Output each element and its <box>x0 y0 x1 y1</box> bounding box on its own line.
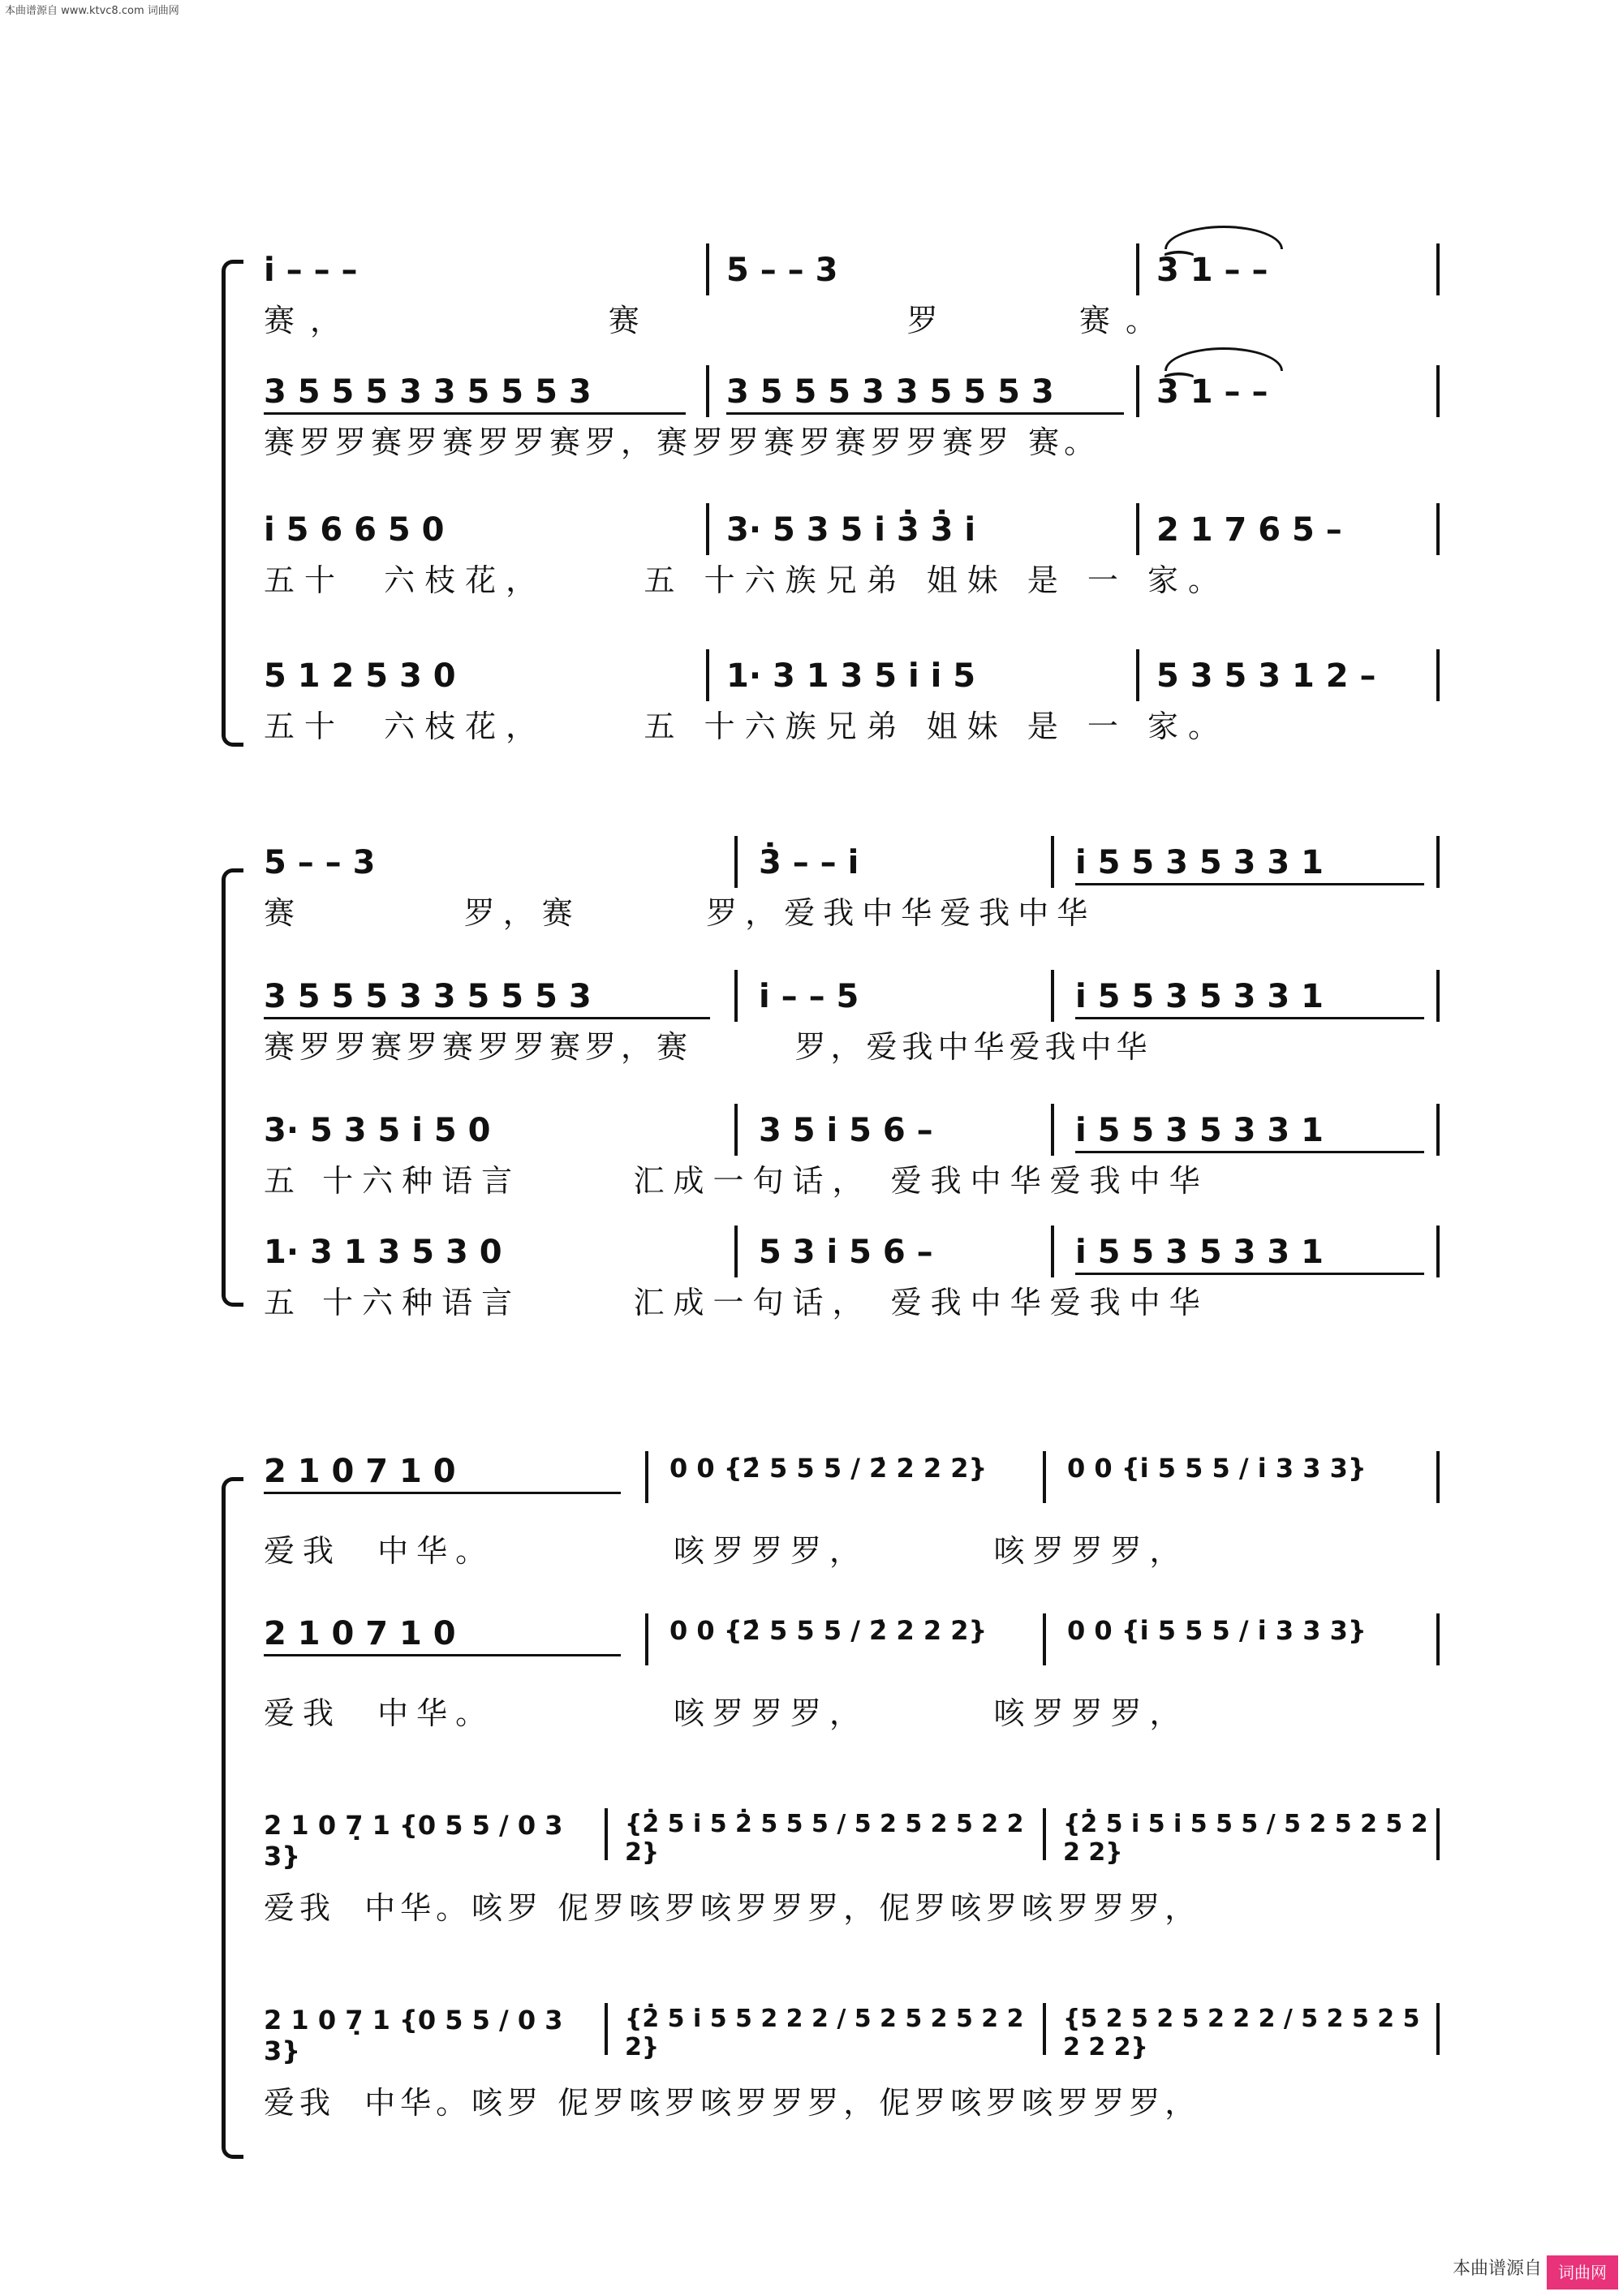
system-bracket <box>222 260 243 747</box>
lyrics-line: 赛， 赛 罗 赛。 <box>264 303 1172 338</box>
barline <box>605 1808 608 1860</box>
barline <box>645 1451 648 1503</box>
barline <box>734 970 738 1022</box>
lyrics-line: 爱我 中华。咳罗 伲罗咳罗咳罗罗罗，伲罗咳罗咳罗罗罗， <box>264 2085 1201 2121</box>
barline <box>706 649 709 701</box>
barline <box>1436 1451 1440 1503</box>
barline <box>1136 243 1139 295</box>
barline <box>1051 836 1054 888</box>
barline <box>1436 1613 1440 1665</box>
staff <box>264 1104 1428 1204</box>
measure: 0 0 {2̇ 5 5 5 / 2̇ 2 2 2} <box>669 1615 988 1646</box>
barline <box>1043 1451 1046 1503</box>
measure: 3 5 5 5 3 3 5 5 5 3 <box>264 978 710 1019</box>
measure: 2 1 0 7 1 0 <box>264 1615 621 1656</box>
measure: i̇ – – 5 <box>759 978 859 1015</box>
barline <box>1051 1104 1054 1156</box>
barline <box>1436 503 1440 555</box>
footer-source-note: 本曲谱源自 <box>1452 2259 1542 2279</box>
staff <box>264 970 1428 1070</box>
barline <box>1436 836 1440 888</box>
score-system-3 <box>231 1428 1428 2159</box>
lyrics-line: 五 十六种语言 汇成一句话， 爱我中华爱我中华 <box>264 1285 1209 1320</box>
lyrics-line: 赛罗罗赛罗赛罗罗赛罗，赛罗罗赛罗赛罗罗赛罗 赛。 <box>264 424 1100 460</box>
barline <box>645 1613 648 1665</box>
lyrics-line: 爱我 中华。咳罗 伲罗咳罗咳罗罗罗，伲罗咳罗咳罗罗罗， <box>264 1890 1201 1926</box>
lyrics-line: 赛 罗，赛 罗，爱我中华爱我中华 <box>264 895 1096 931</box>
header-source-note: 本曲谱源自 www.ktvc8.com 词曲网 <box>5 5 179 17</box>
score-system-2 <box>231 836 1428 1320</box>
measure: 2 1 0 7̣ 1 {0 5 5 / 0 3 3} <box>264 2005 563 2066</box>
measure: 3 5 i̇ 5 6 – <box>759 1112 933 1149</box>
barline <box>1043 1808 1046 1860</box>
barline <box>605 2003 608 2055</box>
measure: 5 – – 3 <box>726 252 838 289</box>
staff <box>264 503 1428 604</box>
measure: 0 0 {2̇ 5 5 5 / 2̇ 2 2 2} <box>669 1453 988 1484</box>
measure: 3 5 5 5 3 3 5 5 5 3 <box>264 373 686 415</box>
measure: 5 – – 3 <box>264 844 376 881</box>
staff <box>264 836 1428 937</box>
barline <box>1436 243 1440 295</box>
barline <box>706 243 709 295</box>
measure: 3̇ – – i̇ <box>759 844 859 881</box>
measure: {2̇ 5 i̇ 5 2̇ 5 5 5 / 5 2 5 2 5 2 2 2} <box>625 1810 1024 1867</box>
staff <box>264 649 1428 750</box>
measure: 5 3 i̇ 5 6 – <box>759 1234 933 1271</box>
measure: i̇ – – – <box>264 252 358 289</box>
tie-arc <box>1165 226 1283 249</box>
staff <box>264 243 1428 344</box>
barline <box>1043 2003 1046 2055</box>
measure: 3· 5 3 5 i̇ 5 0 <box>264 1112 491 1149</box>
measure: i̇ 5 5 3 5 3 3 1 <box>1075 844 1424 885</box>
measure: {2̇ 5 i̇ 5 5 2 2 2 / 5 2 5 2 5 2 2 2} <box>625 2005 1024 2061</box>
measure: 3· 5 3 5 i̇ 3̇ 3̇ i̇ <box>726 511 976 549</box>
barline <box>1436 1226 1440 1277</box>
lyrics-line: 五十 六枝花， 五 十六族兄弟 姐妹 是 一 家。 <box>264 709 1229 744</box>
measure: 2 1 0 7̣ 1 {0 5 5 / 0 3 3} <box>264 1810 563 1872</box>
barline <box>734 1104 738 1156</box>
barline <box>1436 649 1440 701</box>
site-badge: 词曲网 <box>1547 2255 1618 2290</box>
staff <box>264 1428 1428 1574</box>
staff <box>264 1591 1428 1737</box>
lyrics-line: 爱我 中华。 咳罗罗罗， 咳罗罗罗， <box>264 1695 1189 1731</box>
barline <box>1136 503 1139 555</box>
measure: 2 1 0 7 1 0 <box>264 1453 621 1494</box>
staff <box>264 1786 1428 1932</box>
staff <box>264 365 1428 466</box>
barline <box>1136 649 1139 701</box>
system-bracket <box>222 1477 243 2159</box>
barline <box>1043 1613 1046 1665</box>
barline <box>1136 365 1139 417</box>
measure: 3͡ 1 – – <box>1156 373 1268 411</box>
barline <box>1436 1104 1440 1156</box>
tie-arc <box>1165 347 1283 371</box>
measure: 5 3 5 3 1 2 – <box>1156 657 1376 695</box>
measure: i̇ 5 6 6 5 0 <box>264 511 445 549</box>
score-system-1 <box>231 243 1428 747</box>
measure: i̇ 5 5 3 5 3 3 1 <box>1075 978 1424 1019</box>
lyrics-line: 赛罗罗赛罗赛罗罗赛罗，赛 罗，爱我中华爱我中华 <box>264 1029 1152 1065</box>
lyrics-line: 五十 六枝花， 五 十六族兄弟 姐妹 是 一 家。 <box>264 562 1229 598</box>
barline <box>1436 970 1440 1022</box>
staff <box>264 1980 1428 2126</box>
measure: 0 0 {i̇ 5 5 5 / i̇ 3 3 3} <box>1067 1453 1367 1484</box>
measure: 5 1 2 5 3 0 <box>264 657 456 695</box>
measure: 2 1 7 6 5 – <box>1156 511 1342 549</box>
barline <box>1436 2003 1440 2055</box>
barline <box>1436 365 1440 417</box>
barline <box>706 365 709 417</box>
staff <box>264 1226 1428 1326</box>
lyrics-line: 五 十六种语言 汇成一句话， 爱我中华爱我中华 <box>264 1163 1209 1199</box>
system-bracket <box>222 868 243 1307</box>
barline <box>1051 970 1054 1022</box>
measure: 1· 3 1 3 5 3 0 <box>264 1234 502 1271</box>
measure: 1· 3 1 3 5 i̇ i̇ 5 <box>726 657 976 695</box>
measure: {5 2 5 2 5 2 2 2 / 5 2 5 2 5 2 2 2} <box>1063 2005 1420 2061</box>
measure: 3͡ 1 – – <box>1156 252 1268 289</box>
barline <box>734 1226 738 1277</box>
measure: 0 0 {i̇ 5 5 5 / i̇ 3 3 3} <box>1067 1615 1367 1646</box>
barline <box>1436 1808 1440 1860</box>
measure: {2̇ 5 i̇ 5 i̇ 5 5 5 / 5 2 5 2 5 2 2 2} <box>1063 1810 1428 1867</box>
barline <box>734 836 738 888</box>
measure: i̇ 5 5 3 5 3 3 1 <box>1075 1112 1424 1153</box>
measure: i̇ 5 5 3 5 3 3 1 <box>1075 1234 1424 1275</box>
barline <box>706 503 709 555</box>
barline <box>1051 1226 1054 1277</box>
lyrics-line: 爱我 中华。 咳罗罗罗， 咳罗罗罗， <box>264 1533 1189 1569</box>
measure: 3 5 5 5 3 3 5 5 5 3 <box>726 373 1124 415</box>
